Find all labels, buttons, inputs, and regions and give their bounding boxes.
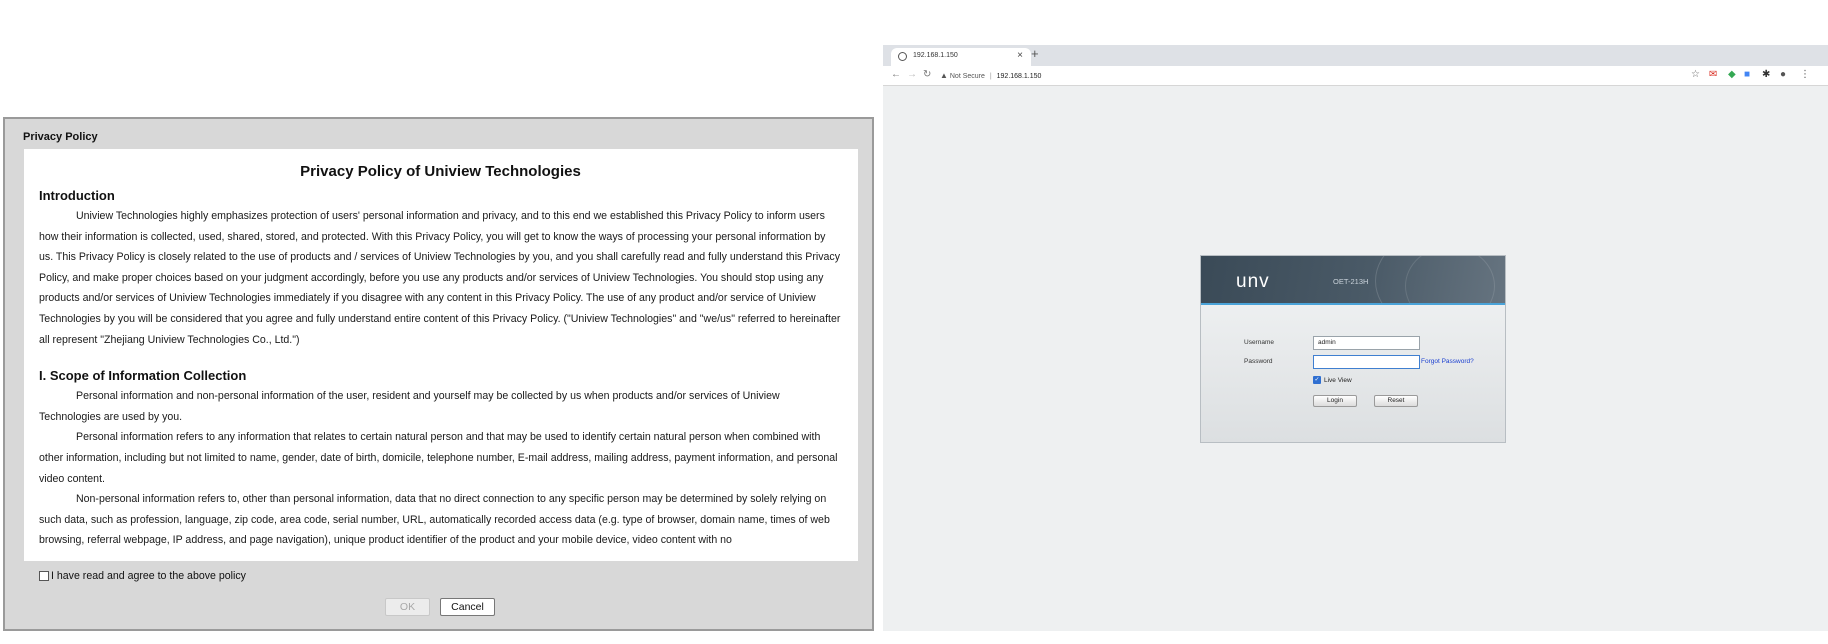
policy-paragraph: Personal information and non-personal information of the user, resident and yourself may be collected by us when products and/or services of Uniview Technologies are used by you. [39,390,780,423]
agree-label: I have read and agree to the above policy [51,570,246,582]
browser-menu-icon[interactable]: ⋮ [1800,69,1810,80]
agree-checkbox[interactable] [39,571,49,581]
login-panel [1200,255,1506,443]
warning-icon: ▲ [940,71,948,80]
password-input[interactable] [1313,355,1420,369]
globe-icon [898,52,907,61]
gmail-extension-icon[interactable]: ✉ [1709,69,1718,80]
forward-icon[interactable]: → [907,69,917,80]
ok-button[interactable]: OK [385,598,430,616]
extensions-puzzle-icon[interactable]: ✱ [1762,69,1771,80]
password-label: Password [1244,358,1273,365]
profile-avatar-icon[interactable]: ● [1780,69,1787,80]
new-tab-button[interactable]: + [1031,46,1039,61]
policy-paragraph: Personal information refers to any information that relates to certain natural person and that may be used to identify certain natural person when combined with other information, including but not limited to name, gender, date of birth, domicile, telephone number, E-mail address, mailing address, payment information, and personal video content. [39,431,838,485]
bookmark-star-icon[interactable]: ☆ [1691,69,1700,80]
back-icon[interactable]: ← [891,69,901,80]
policy-heading: Privacy Policy of Uniview Technologies [300,163,581,180]
login-header [1201,256,1505,305]
policy-paragraph: Uniview Technologies highly emphasizes protection of users' personal information and privacy, and to this end we established this Privacy Policy to inform users how their information is collected, used, shared, stored, and protected. With this Privacy Policy, you will get to know the ways of processing your personal information by us. This Privacy Policy is closely related to the use of products and / services of Uniview Technologies by you, and you shall carefully read and fully understand this Privacy Policy, and make proper choices based on your judgment accordingly, before you use any products and/or services of Uniview Technologies. You should stop using any products and/or services of Uniview Technologies immediately if you disagree with any content in this Privacy Policy. The use of any product and/or service of Uniview Technologies by you will be considered that you agree and fully understand entire content of this Privacy Policy. ("Uniview Technologies" and "we/us" referred to hereinafter all represent "Zhejiang Uniview Technologies Co., Ltd.") [39,210,841,346]
browser-tab[interactable] [891,48,1031,66]
device-model: OET-213H [1333,277,1369,286]
reload-icon[interactable]: ↻ [923,69,932,80]
address-separator: | [989,73,992,80]
header-decoration [1405,256,1495,305]
live-view-checkbox-row[interactable] [1313,376,1352,384]
tab-strip [883,45,1828,66]
tab-title: 192.168.1.150 [913,52,958,59]
not-secure-label: Not Secure [949,73,985,80]
dialog-title: Privacy Policy [23,131,98,143]
username-input[interactable]: admin [1313,336,1420,350]
extension-icon[interactable]: ■ [1744,69,1751,80]
login-button[interactable]: Login [1313,395,1357,407]
cancel-button[interactable]: Cancel [440,598,495,616]
brand-logo: unv [1236,271,1270,292]
policy-paragraph: Non-personal information refers to, other than personal information, data that no direct connection to any specific person may be determined by solely relying on such data, such as profession, language, zip code, area code, serial number, URL, automatically recorded access data (e.g. type of browser, domain name, times of web browsing, referral webpage, IP address, and page navigation), unique product identifier of the product and your mobile device, video content with no [39,493,830,547]
live-view-label: Live View [1324,376,1352,384]
section-title: Introduction [39,188,115,203]
live-view-checkbox[interactable]: ✓ [1314,377,1320,383]
close-tab-icon[interactable]: × [1017,50,1023,61]
policy-text-area[interactable] [24,149,858,561]
privacy-policy-dialog [3,117,874,631]
url-text: 192.168.1.150 [996,73,1042,80]
username-label: Username [1244,339,1274,346]
agree-checkbox-row[interactable] [39,570,246,582]
extension-icon[interactable]: ◆ [1728,69,1736,80]
forgot-password-link[interactable]: Forgot Password? [1421,358,1474,365]
browser-toolbar [883,66,1828,86]
section-title: I. Scope of Information Collection [39,368,247,384]
reset-button[interactable]: Reset [1374,395,1418,407]
address-bar[interactable] [940,69,1041,83]
browser-window [883,45,1828,631]
